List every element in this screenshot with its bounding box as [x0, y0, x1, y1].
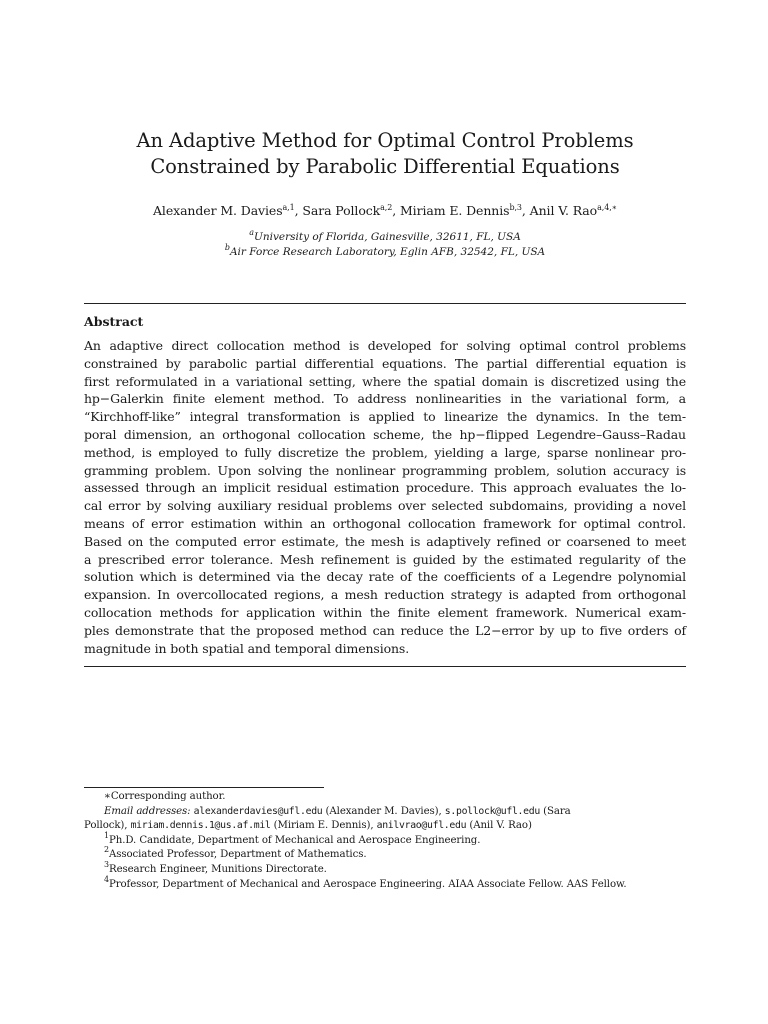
abstract-top-rule — [84, 303, 686, 304]
footnote-rule — [84, 787, 324, 788]
abstract-body — [84, 337, 686, 657]
abstract-line: method, is employed to fully discretize the problem, yielding a large, sparse nonlinear pro- — [84, 444, 686, 460]
email-link[interactable]: alexanderdavies@ufl.edu — [193, 805, 323, 817]
footnotes — [84, 790, 686, 892]
author-sup: a,4,∗ — [597, 203, 617, 212]
abstract-line: cal error by solving auxiliary residual problems over selected subdomains, providing a novel — [84, 498, 686, 514]
abstract-line: hp−Galerkin finite element method. To address nonlinearities in the variational form, a — [84, 391, 686, 407]
footnote-text: Professor, Department of Mechanical and Aerospace Engineering. AIAA Associate Fellow. AAS Fellow. — [109, 878, 627, 890]
footnote-emails-cont — [84, 819, 686, 834]
abstract-line: gramming problem. Upon solving the nonlinear programming problem, solution accuracy is — [84, 462, 686, 478]
email-owner: (Anil V. Rao) — [469, 820, 532, 832]
email-owner: (Miriam E. Dennis), — [273, 820, 374, 832]
affiliation — [84, 230, 686, 245]
footnote-corresponding: ∗Corresponding author. — [104, 791, 226, 802]
affiliation-text: Air Force Research Laboratory, Eglin AFB, 32542, FL, USA — [229, 246, 546, 258]
footnote-mark: 3 — [104, 859, 109, 869]
paper-title — [84, 128, 686, 180]
footnote-emails — [84, 805, 686, 820]
footnote-3 — [84, 859, 686, 878]
abstract-line: assessed through an implicit residual estimation procedure. This approach evaluates the lo- — [84, 480, 686, 496]
email-owner: (Alexander M. Davies), — [325, 805, 442, 817]
abstract-line: a prescribed error tolerance. Mesh refinement is guided by the estimated regularity of the — [84, 551, 686, 567]
author-name: Anil V. Rao — [529, 203, 598, 218]
footnote-mark: 1 — [104, 830, 109, 840]
email-link[interactable]: anilvrao@ufl.edu — [376, 820, 467, 832]
abstract-line: solution which is determined via the decay rate of the coefficients of a Legendre polynomial — [84, 569, 686, 585]
abstract-bottom-rule — [84, 666, 686, 667]
author-name: Alexander M. Davies — [153, 203, 283, 218]
affiliation — [84, 245, 686, 260]
abstract-line: poral dimension, an orthogonal collocation scheme, the hp−flipped Legendre–Gauss–Radau — [84, 426, 686, 442]
author-list: Alexander M. Davies$^{a,1}$, Sara Pollock$^{a,2}$, Miriam E. Dennis$^{b,3}$, Anil V. Rao$^{a,4,∗}$ — [153, 203, 617, 218]
title-line-1: An Adaptive Method for Optimal Control Problems — [136, 129, 634, 152]
footnote-2 — [84, 845, 686, 863]
email-link[interactable]: miriam.dennis.1@us.af.mil — [130, 820, 271, 832]
author-name: Sara Pollock — [302, 203, 381, 218]
abstract-line: constrained by parabolic partial differential equations. The partial differential equation is — [84, 355, 686, 371]
abstract-line: Based on the computed error estimate, the mesh is adaptively refined or coarsened to meet — [84, 533, 686, 549]
footnote-mark: 2 — [104, 845, 109, 855]
author-sup: a,1 — [282, 203, 295, 212]
footnote-1 — [84, 830, 686, 849]
abstract-line: ples demonstrate that the proposed method can reduce the L2−error by up to five orders of — [84, 622, 686, 638]
footnote-4 — [84, 874, 686, 893]
email-link[interactable]: s.pollock@ufl.edu — [444, 805, 540, 817]
footnote-text: Associated Professor, Department of Mathematics. — [109, 849, 367, 861]
email-label: Email addresses: — [104, 805, 191, 817]
abstract-line: collocation methods for application within the finite element framework. Numerical exam- — [84, 604, 686, 620]
author-sup: b,3 — [509, 203, 522, 212]
affiliation-mark: a — [249, 228, 254, 237]
author-sup: a,2 — [380, 203, 393, 212]
footnote-text: Research Engineer, Munitions Directorate. — [109, 863, 327, 875]
email-owner: (Sara — [543, 805, 571, 817]
footnote-mark: 4 — [104, 874, 109, 884]
abstract-line: means of error estimation within an orthogonal collocation framework for optimal control. — [84, 515, 686, 531]
abstract-heading: Abstract — [84, 314, 144, 329]
email-owner: Pollock), — [84, 820, 128, 832]
author-name: Miriam E. Dennis — [399, 203, 510, 218]
affiliation-mark: b — [224, 243, 230, 252]
affiliation-text: University of Florida, Gainesville, 32611, FL, USA — [253, 231, 521, 243]
abstract-line: first reformulated in a variational setting, where the spatial domain is discretized using the — [84, 373, 686, 389]
affiliations — [84, 230, 686, 260]
abstract-line: expansion. In overcollocated regions, a mesh reduction strategy is adapted from orthogonal — [84, 587, 686, 603]
abstract-line: magnitude in both spatial and temporal dimensions. — [84, 640, 410, 656]
title-line-2: Constrained by Parabolic Differential Equations — [150, 155, 620, 178]
footnote-text: Ph.D. Candidate, Department of Mechanical and Aerospace Engineering. — [109, 834, 481, 846]
abstract-line: “Kirchhoff-like” integral transformation is applied to linearize the dynamics. In the tem- — [84, 409, 686, 425]
abstract-line: An adaptive direct collocation method is developed for solving optimal control problems — [84, 338, 686, 353]
